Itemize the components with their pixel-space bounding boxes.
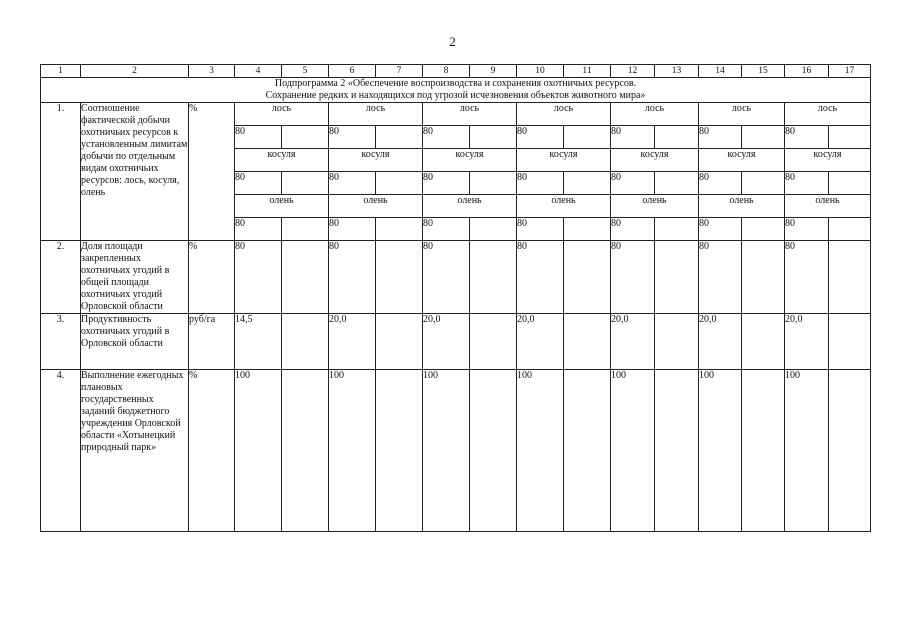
column-number-cell: 13	[655, 65, 699, 78]
column-number-cell: 8	[423, 65, 470, 78]
column-number-cell: 6	[329, 65, 376, 78]
empty-cell	[282, 370, 329, 532]
species-label: лось	[611, 103, 699, 126]
value-cell: 80	[611, 241, 655, 314]
value-cell: 80	[699, 172, 742, 195]
species-label: косуля	[423, 149, 517, 172]
column-number-cell: 10	[517, 65, 564, 78]
value-cell: 100	[699, 370, 742, 532]
empty-cell	[829, 241, 871, 314]
unit-cell: %	[189, 103, 235, 241]
empty-cell	[470, 218, 517, 241]
value-cell: 100	[423, 370, 470, 532]
value-cell: 14,5	[235, 314, 282, 370]
empty-cell	[564, 370, 611, 532]
value-cell: 20,0	[611, 314, 655, 370]
species-label: олень	[699, 195, 785, 218]
column-number-cell: 2	[81, 65, 189, 78]
section-title	[41, 78, 871, 103]
empty-cell	[655, 126, 699, 149]
value-cell: 80	[517, 172, 564, 195]
indicator-name: Продуктивность охотничьих угодий в Орловской области	[81, 314, 189, 370]
empty-cell	[564, 172, 611, 195]
empty-cell	[655, 370, 699, 532]
value-cell: 80	[517, 218, 564, 241]
unit-cell: %	[189, 241, 235, 314]
section-row	[41, 78, 871, 103]
species-label: косуля	[329, 149, 423, 172]
value-cell: 80	[699, 218, 742, 241]
value-cell: 80	[235, 172, 282, 195]
row-number: 1.	[41, 103, 81, 241]
empty-cell	[282, 241, 329, 314]
empty-cell	[829, 172, 871, 195]
column-number-cell: 3	[189, 65, 235, 78]
table-row	[41, 241, 871, 314]
empty-cell	[376, 218, 423, 241]
indicator-name: Доля площади закрепленных охотничьих угодий в общей площади охотничьих угодий Орловской области	[81, 241, 189, 314]
value-cell: 80	[235, 218, 282, 241]
species-label: лось	[423, 103, 517, 126]
empty-cell	[742, 241, 785, 314]
species-label: олень	[329, 195, 423, 218]
value-cell: 20,0	[785, 314, 829, 370]
value-cell: 20,0	[423, 314, 470, 370]
value-cell: 100	[611, 370, 655, 532]
empty-cell	[376, 241, 423, 314]
value-cell: 80	[611, 218, 655, 241]
value-cell: 80	[235, 241, 282, 314]
empty-cell	[470, 314, 517, 370]
page-number: 2	[449, 34, 456, 49]
species-label: олень	[235, 195, 329, 218]
value-cell: 80	[329, 218, 376, 241]
table-body	[41, 65, 871, 532]
column-number-cell: 12	[611, 65, 655, 78]
column-number-cell: 1	[41, 65, 81, 78]
species-label: олень	[423, 195, 517, 218]
value-cell: 100	[517, 370, 564, 532]
value-cell: 80	[785, 126, 829, 149]
empty-cell	[829, 126, 871, 149]
value-cell: 100	[235, 370, 282, 532]
section-title-line-2: Сохранение редких и находящихся под угрозой исчезновения объектов животного мира»	[265, 90, 646, 101]
value-cell: 80	[423, 218, 470, 241]
species-label: лось	[235, 103, 329, 126]
row-number: 4.	[41, 370, 81, 532]
indicators-table	[40, 64, 871, 532]
value-cell: 80	[785, 172, 829, 195]
species-label: лось	[329, 103, 423, 126]
empty-cell	[742, 172, 785, 195]
empty-cell	[742, 370, 785, 532]
empty-cell	[282, 126, 329, 149]
empty-cell	[376, 314, 423, 370]
species-label: косуля	[235, 149, 329, 172]
value-cell: 20,0	[329, 314, 376, 370]
indicator-name: Соотношение фактической добычи охотничьих ресурсов к установленным лимитам добычи по отдельным видам охотничьих ресурсов: лось, косуля, олень	[81, 103, 189, 241]
value-cell: 80	[517, 126, 564, 149]
empty-cell	[470, 241, 517, 314]
species-label: олень	[517, 195, 611, 218]
empty-cell	[829, 218, 871, 241]
empty-cell	[564, 218, 611, 241]
empty-cell	[655, 172, 699, 195]
empty-cell	[282, 314, 329, 370]
empty-cell	[655, 241, 699, 314]
empty-cell	[655, 218, 699, 241]
value-cell: 80	[423, 172, 470, 195]
value-cell: 20,0	[699, 314, 742, 370]
species-label: лось	[517, 103, 611, 126]
column-number-row	[41, 65, 871, 78]
empty-cell	[829, 370, 871, 532]
section-title-line-1: Подпрограмма 2 «Обеспечение воспроизводства и сохранения охотничьих ресурсов.	[274, 78, 637, 89]
empty-cell	[829, 314, 871, 370]
empty-cell	[470, 126, 517, 149]
empty-cell	[564, 241, 611, 314]
value-cell: 80	[611, 172, 655, 195]
column-number-cell: 17	[829, 65, 871, 78]
value-cell: 80	[699, 241, 742, 314]
species-label: олень	[611, 195, 699, 218]
value-cell: 80	[517, 241, 564, 314]
empty-cell	[655, 314, 699, 370]
empty-cell	[564, 314, 611, 370]
empty-cell	[470, 172, 517, 195]
value-cell: 20,0	[517, 314, 564, 370]
species-label: лось	[699, 103, 785, 126]
column-number-cell: 5	[282, 65, 329, 78]
value-cell: 80	[611, 126, 655, 149]
empty-cell	[742, 314, 785, 370]
column-number-cell: 11	[564, 65, 611, 78]
value-cell: 80	[329, 172, 376, 195]
species-label: лось	[785, 103, 871, 126]
value-cell: 80	[423, 126, 470, 149]
value-cell: 100	[329, 370, 376, 532]
row-number: 3.	[41, 314, 81, 370]
empty-cell	[742, 126, 785, 149]
species-label: косуля	[517, 149, 611, 172]
empty-cell	[376, 370, 423, 532]
empty-cell	[282, 172, 329, 195]
value-cell: 80	[329, 241, 376, 314]
value-cell: 100	[785, 370, 829, 532]
column-number-cell: 16	[785, 65, 829, 78]
value-cell: 80	[699, 126, 742, 149]
empty-cell	[376, 172, 423, 195]
column-number-cell: 15	[742, 65, 785, 78]
empty-cell	[564, 126, 611, 149]
unit-cell: %	[189, 370, 235, 532]
unit-cell: руб/га	[189, 314, 235, 370]
empty-cell	[470, 370, 517, 532]
indicator-name: Выполнение ежегодных плановых государственных заданий бюджетного учреждения Орловской области «Хотынецкий природный парк»	[81, 370, 189, 532]
species-label: косуля	[611, 149, 699, 172]
empty-cell	[282, 218, 329, 241]
empty-cell	[376, 126, 423, 149]
value-cell: 80	[423, 241, 470, 314]
species-label: косуля	[699, 149, 785, 172]
species-label: косуля	[785, 149, 871, 172]
value-cell: 80	[235, 126, 282, 149]
table-row	[41, 370, 871, 532]
row-number: 2.	[41, 241, 81, 314]
species-label-row	[41, 103, 871, 126]
column-number-cell: 9	[470, 65, 517, 78]
species-label: олень	[785, 195, 871, 218]
table-row	[41, 314, 871, 370]
empty-cell	[742, 218, 785, 241]
column-number-cell: 4	[235, 65, 282, 78]
column-number-cell: 14	[699, 65, 742, 78]
column-number-cell: 7	[376, 65, 423, 78]
value-cell: 80	[329, 126, 376, 149]
value-cell: 80	[785, 218, 829, 241]
value-cell: 80	[785, 241, 829, 314]
